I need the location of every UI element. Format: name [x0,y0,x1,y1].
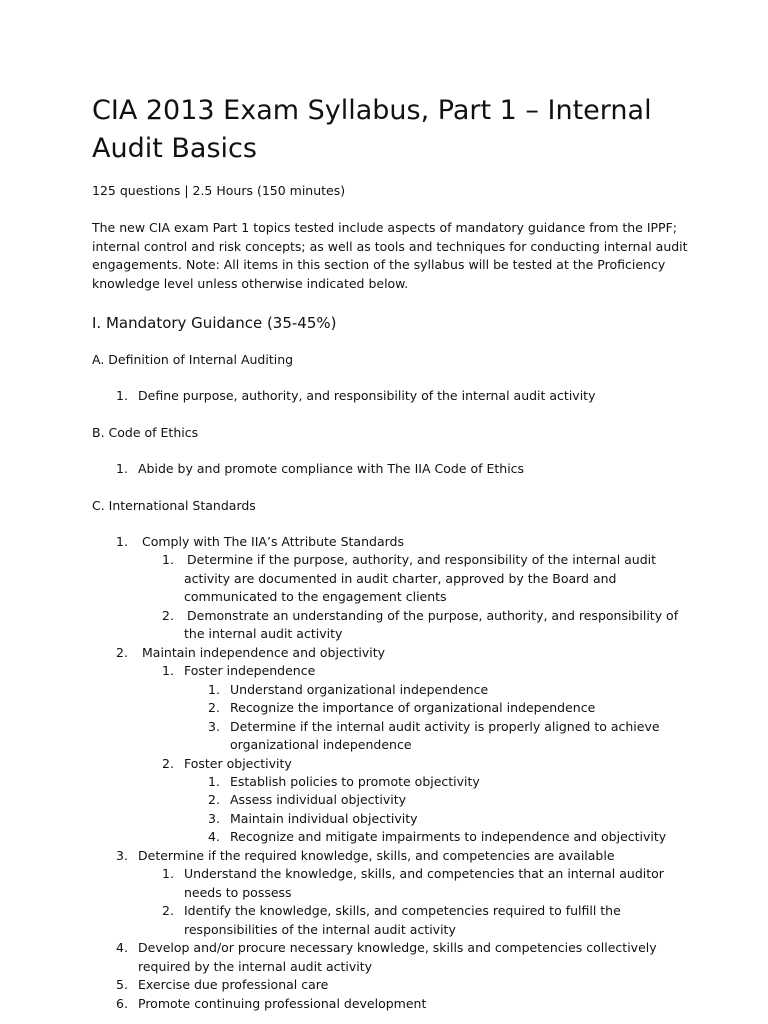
list-item-text: Understand organizational independence [230,682,489,697]
list-item-text: Recognize and mitigate impairments to independence and objectivity [230,829,667,844]
list-item-number: 1. [116,388,128,403]
list-item-number: 1. [208,682,220,697]
list-item-number: 2. [208,700,220,715]
list-item-text: Determine if the required knowledge, skills, and competencies are available [138,848,615,863]
list-item-text: Foster objectivity [184,756,292,771]
list-item-number: 5. [116,977,128,992]
list-item-text: organizational independence [230,737,412,752]
list-item-text: Define purpose, authority, and responsibility of the internal audit activity [138,388,596,403]
subsection-c-heading: C. International Standards [92,498,256,513]
list-item-number: 1. [162,866,174,881]
list-item-number: 3. [208,719,220,734]
list-item-text: Identify the knowledge, skills, and competencies required to fulfill the [184,903,621,918]
list-item-number: 3. [116,848,128,863]
list-item-number: 2. [116,645,128,660]
list-item-number: 2. [208,792,220,807]
list-item-text: Determine if the internal audit activity is properly aligned to achieve [230,719,660,734]
list-item-text: Develop and/or procure necessary knowledge, skills and competencies collectively [138,940,657,955]
list-item-text: Comply with The IIA’s Attribute Standards [142,534,404,549]
list-item-text: Establish policies to promote objectivity [230,774,480,789]
list-item-text: Abide by and promote compliance with The IIA Code of Ethics [138,461,525,476]
exam-meta: 125 questions | 2.5 Hours (150 minutes) [92,183,346,198]
list-item-number: 3. [208,811,220,826]
list-item-number: 1. [162,663,174,678]
list-item-text: Maintain independence and objectivity [142,645,386,660]
list-item-text: Determine if the purpose, authority, and responsibility of the internal audit [187,552,657,567]
list-item-text: Promote continuing professional development [138,996,427,1011]
list-item-number: 4. [116,940,128,955]
list-item-text: Exercise due professional care [138,977,329,992]
list-item-text: activity are documented in audit charter, approved by the Board and [184,571,617,586]
list-item-text: the internal audit activity [184,626,343,641]
list-item-number: 2. [162,903,174,918]
list-item-text: communicated to the engagement clients [184,589,447,604]
intro-paragraph: The new CIA exam Part 1 topics tested include aspects of mandatory guidance from the IPPF; internal control and risk concepts; as well as tools and techniques for conducting internal audit engagements. Note: All items in this section of the syllabus will be tested at the Proficiency knowledge level unless otherwise indicated below. [92,220,688,291]
list-item-text: Demonstrate an understanding of the purpose, authority, and responsibility of [187,608,679,623]
subsection-b-heading: B. Code of Ethics [92,425,199,440]
list-item-number: 6. [116,996,128,1011]
document-title: CIA 2013 Exam Syllabus, Part 1 – Internal Audit Basics [92,95,652,164]
list-item-text: Understand the knowledge, skills, and competencies that an internal auditor [184,866,664,881]
list-item-number: 2. [162,608,174,623]
list-item-text: required by the internal audit activity [138,959,373,974]
list-item-text: Assess individual objectivity [230,792,407,807]
list-item-text: Foster independence [184,663,316,678]
list-item-text: Maintain individual objectivity [230,811,418,826]
list-item-text: Recognize the importance of organizational independence [230,700,596,715]
subsection-a-heading: A. Definition of Internal Auditing [92,352,294,367]
list-item-number: 1. [116,534,128,549]
list-item-text: needs to possess [184,885,292,900]
list-item-text: responsibilities of the internal audit activity [184,922,456,937]
section-heading: I. Mandatory Guidance (35-45%) [92,314,337,332]
list-item-number: 1. [208,774,220,789]
list-item-number: 4. [208,829,220,844]
list-item-number: 1. [116,461,128,476]
list-item-number: 1. [162,552,174,567]
list-item-number: 2. [162,756,174,771]
